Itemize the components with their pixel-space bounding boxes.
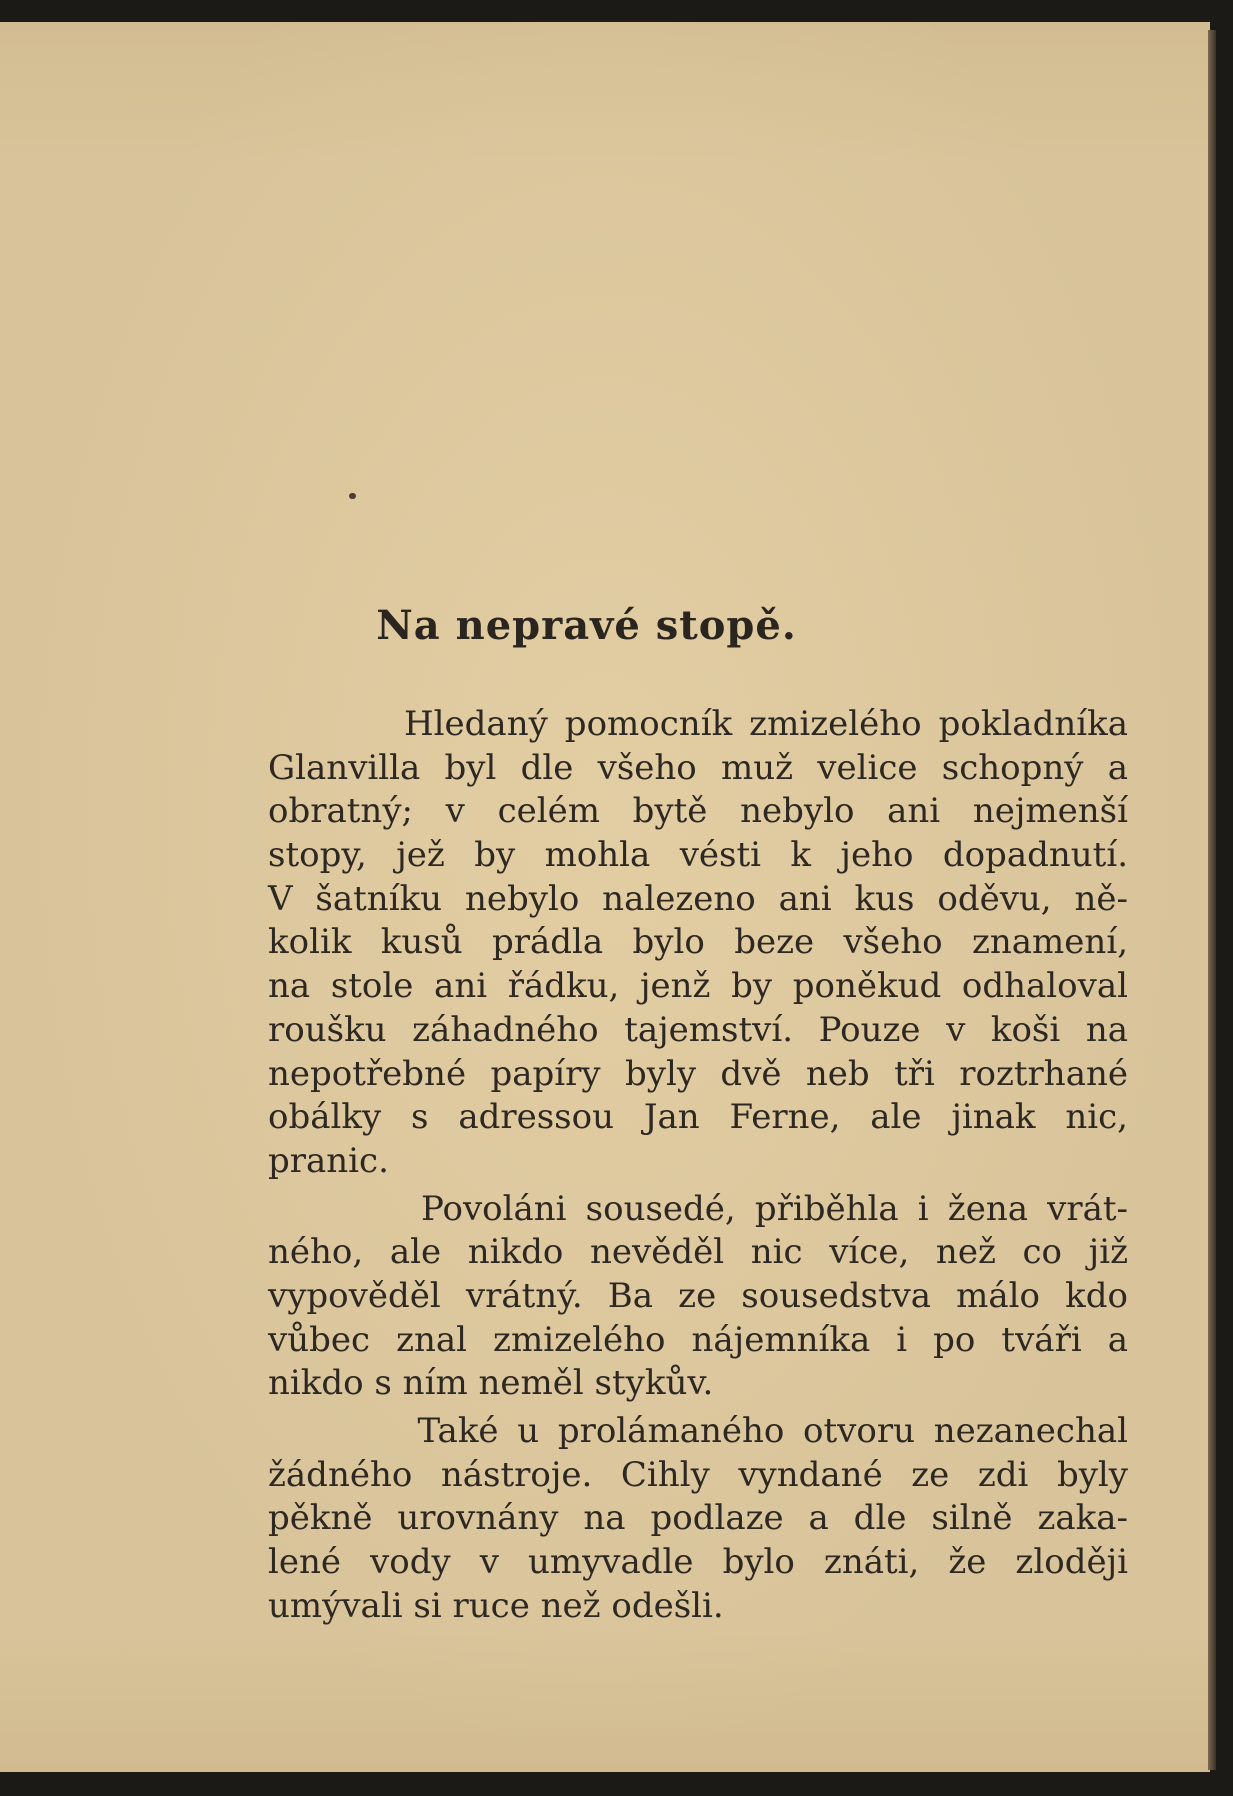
text-line: na stole ani řádku, jenž by poněkud odhaloval [268,966,1128,1007]
text-line: Hledaný pomocník zmizelého pokladníka [268,704,1128,744]
ink-speck [349,493,356,499]
text-line: lené vody v umyvadle bylo znáti, že zloději [268,1542,1128,1583]
text-line: stopy, jež by mohla vésti k jeho dopadnutí. [268,835,1128,876]
text-line: pěkně urovnány na podlaze a dle silně zaka- [268,1498,1128,1539]
page-edge-shadow [1208,30,1216,1770]
text-line: obálky s adressou Jan Ferne, ale jinak nic, [268,1097,1128,1138]
chapter-title: Na nepravé stopě. [376,602,797,649]
text-line: ného, ale nikdo nevěděl nic více, než co již [268,1232,1128,1273]
paragraph-2 [268,1188,1128,1406]
text-line: nikdo s ním neměl stykův. [268,1363,714,1404]
paragraph-3 [268,1410,1128,1628]
text-line: kolik kusů prádla bylo beze všeho znamení, [268,922,1128,963]
body-text [268,703,1128,1628]
text-line: Povoláni sousedé, přiběhla i žena vrát- [268,1188,1128,1229]
text-line: Také u prolámaného otvoru nezanechal [268,1411,1128,1451]
book-page [0,22,1210,1772]
paragraph-1 [268,703,1128,1184]
text-line: vypověděl vrátný. Ba ze sousedstva málo kdo [268,1275,1128,1316]
text-line: Glanvilla byl dle všeho muž velice schopný a [268,747,1128,788]
text-line: vůbec znal zmizelého nájemníka i po tváři a [268,1319,1128,1360]
text-line: umývali si ruce než odešli. [268,1585,724,1626]
text-line: V šatníku nebylo nalezeno ani kus oděvu, ně- [268,878,1128,919]
text-line: roušku záhadného tajemství. Pouze v koši na [268,1009,1128,1050]
text-line: obratný; v celém bytě nebylo ani nejmenší [268,791,1128,832]
text-line: pranic. [268,1140,389,1181]
text-line: žádného nástroje. Cihly vyndané ze zdi byly [268,1454,1128,1495]
text-line: nepotřebné papíry byly dvě neb tři roztrhané [268,1053,1128,1094]
